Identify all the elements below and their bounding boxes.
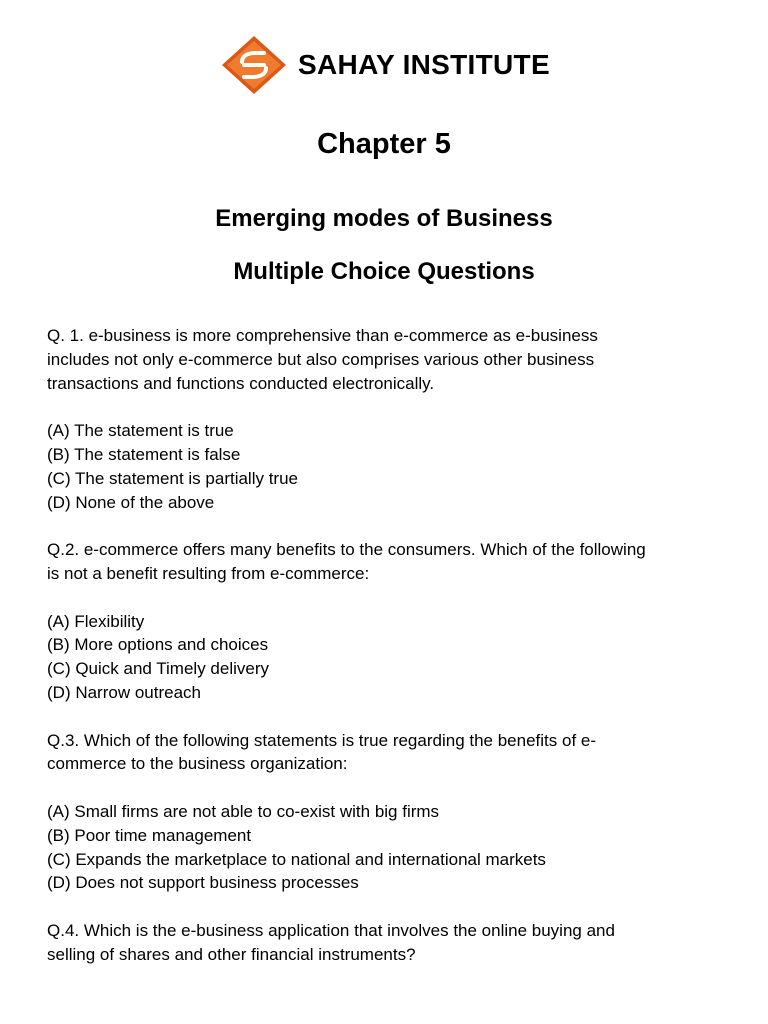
question-text: Q.2. e-commerce offers many benefits to the consumers. Which of the following bbox=[47, 540, 646, 560]
answer-option: (C) The statement is partially true bbox=[47, 468, 298, 488]
answer-option: (B) The statement is false bbox=[47, 444, 241, 464]
section-title: Multiple Choice Questions bbox=[233, 258, 535, 285]
answer-option: (C) Quick and Timely delivery bbox=[47, 659, 270, 679]
answer-option: (C) Expands the marketplace to national and international markets bbox=[47, 849, 546, 869]
question-text: Q. 1. e-business is more comprehensive than e-commerce as e-business bbox=[47, 326, 598, 345]
answer-option: (D) Narrow outreach bbox=[47, 682, 201, 702]
question-text: transactions and functions conducted electronically. bbox=[47, 373, 435, 393]
sahay-logo-icon bbox=[218, 34, 290, 96]
answer-option: (A) Small firms are not able to co-exist with big firms bbox=[47, 801, 440, 821]
chapter-subtitle: Emerging modes of Business bbox=[215, 205, 553, 232]
question-text: Q.4. Which is the e-business application that involves the online buying and bbox=[47, 920, 615, 940]
question-text: commerce to the business organization: bbox=[47, 754, 348, 774]
answer-option: (A) The statement is true bbox=[47, 421, 234, 441]
institute-name: SAHAY INSTITUTE bbox=[298, 49, 550, 80]
answer-option: (B) Poor time management bbox=[47, 825, 252, 845]
question-text: selling of shares and other financial instruments? bbox=[47, 944, 416, 964]
question-text: is not a benefit resulting from e-commerce: bbox=[47, 563, 370, 583]
header bbox=[0, 34, 768, 96]
answer-option: (A) Flexibility bbox=[47, 611, 145, 631]
chapter-title: Chapter 5 bbox=[317, 128, 451, 160]
question-text: includes not only e-commerce but also comprises various other business bbox=[47, 349, 595, 369]
question-text: Q.3. Which of the following statements is true regarding the benefits of e- bbox=[47, 730, 597, 750]
answer-option: (D) Does not support business processes bbox=[47, 873, 359, 893]
answer-option: (D) None of the above bbox=[47, 492, 215, 512]
question-list bbox=[47, 324, 737, 967]
answer-option: (B) More options and choices bbox=[47, 635, 269, 655]
